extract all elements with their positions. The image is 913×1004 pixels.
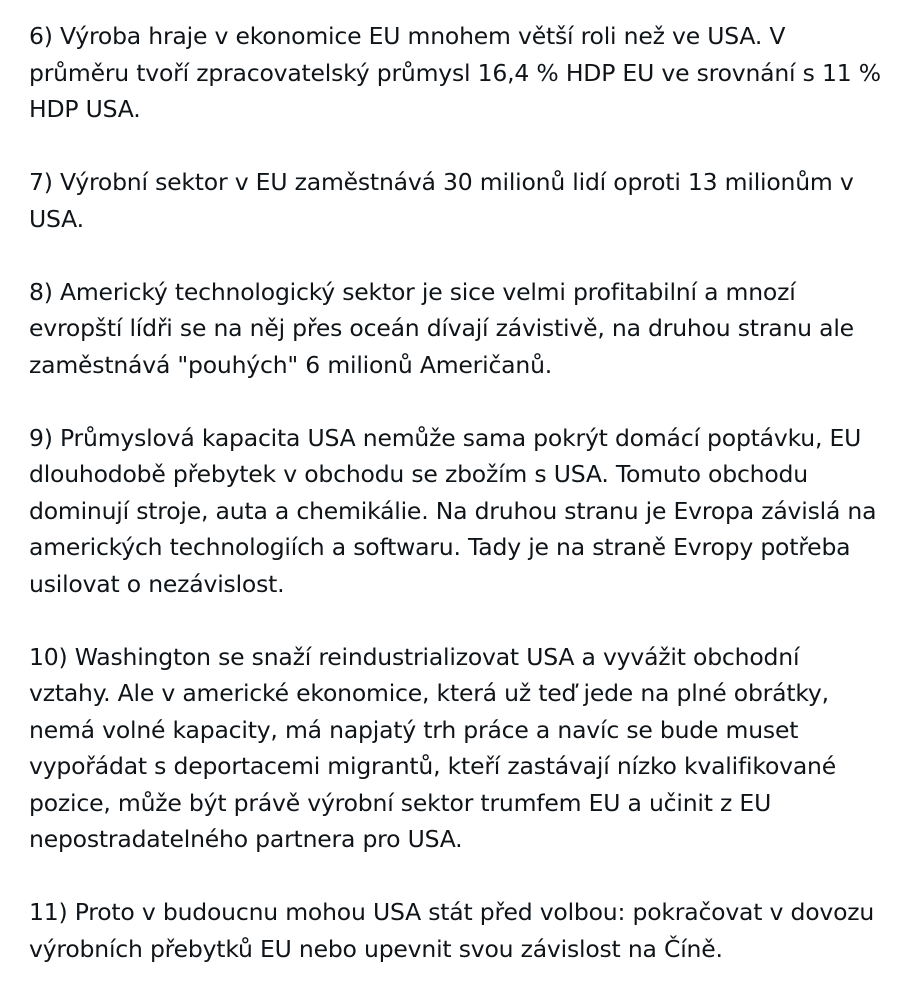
text-line: 9) Průmyslová kapacita USA nemůže sama pokrýt domácí poptávku, EU: [29, 423, 862, 452]
text-line: USA.: [29, 204, 84, 233]
text-line: 7) Výrobní sektor v EU zaměstnává 30 milionů lidí oproti 13 milionům v: [29, 168, 854, 196]
post-paragraph-7: [29, 164, 899, 237]
text-line: zaměstnává "pouhých" 6 milionů Američanů.: [29, 350, 553, 379]
text-line: vztahy. Ale v americké ekonomice, která už teď jede na plné obrátky,: [29, 679, 829, 707]
post-paragraph-8: [29, 274, 899, 384]
post-text-body: [29, 18, 899, 1004]
text-line: dlouhodobě přebytek v obchodu se zbožím s USA. Tomuto obchodu: [29, 460, 808, 488]
text-line: usilovat o nezávislost.: [29, 569, 285, 598]
post-paragraph-9: [29, 420, 899, 603]
text-line: 8) Americký technologický sektor je sice velmi profitabilní a mnozí: [29, 277, 796, 306]
text-line: pozice, může být právě výrobní sektor trumfem EU a učinit z EU: [29, 788, 772, 817]
text-line: 6) Výroba hraje v ekonomice EU mnohem větší roli než ve USA. V: [29, 22, 786, 50]
text-line: nemá volné kapacity, má napjatý trh práce a navíc se bude muset: [29, 715, 799, 744]
post-paragraph-11: [29, 894, 899, 967]
text-line: HDP USA.: [29, 95, 141, 123]
text-line: evropští lídři se na něj přes oceán dívají závistivě, na druhou stranu ale: [29, 314, 854, 342]
text-line: 11) Proto v budoucnu mohou USA stát před volbou: pokračovat v dovozu: [29, 898, 875, 926]
text-line: dominují stroje, auta a chemikálie. Na druhou stranu je Evropa závislá na: [29, 496, 877, 525]
text-line: nepostradatelného partnera pro USA.: [29, 825, 463, 853]
text-line: výrobních přebytků EU nebo upevnit svou závislost na Číně.: [29, 934, 723, 963]
post-paragraph-10: [29, 639, 899, 858]
post-paragraph-6: [29, 18, 899, 128]
text-line: 10) Washington se snaží reindustrializovat USA a vyvážit obchodní: [29, 642, 800, 671]
text-line: vypořádat s deportacemi migrantů, kteří zastávají nízko kvalifikované: [29, 752, 836, 780]
text-line: amerických technologiích a softwaru. Tady je na straně Evropy potřeba: [29, 533, 851, 561]
text-line: průměru tvoří zpracovatelský průmysl 16,4 % HDP EU ve srovnání s 11 %: [29, 58, 881, 87]
